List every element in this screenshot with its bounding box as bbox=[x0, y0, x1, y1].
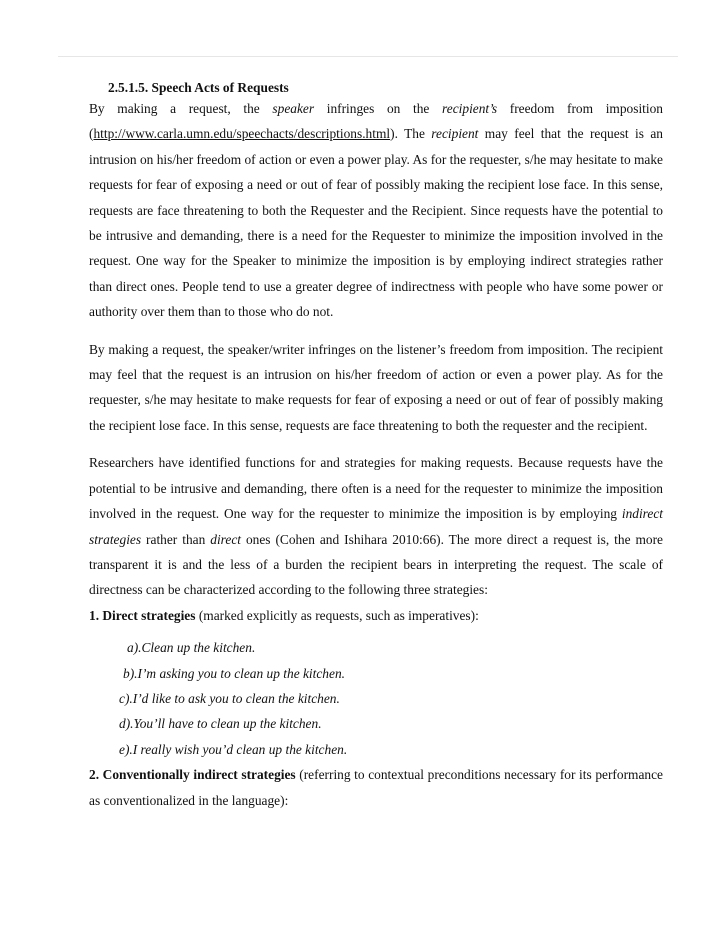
p3-italic-indirect: indirect strategies bbox=[89, 506, 663, 547]
paragraph-gap bbox=[89, 325, 663, 337]
list-item-title: 1. Direct strategies bbox=[89, 607, 196, 623]
p1-text-2: infringes on the bbox=[314, 101, 443, 116]
list-item-direct-strategies bbox=[89, 603, 663, 628]
section-heading: 2.5.1.5. Speech Acts of Requests bbox=[108, 80, 289, 95]
p1-text-5: may feel that the request is an intrusion on his/her freedom of action or even a power play. As for the requester, s/he may hesitate to make requests for fear of exposing a need or out of fear of possibly making the recipient lose face. In this sense, requests are face threatening to both the Requester and the Recipient. Since requests have the potential to be intrusive and demanding, there is a need for the Requester to minimize the imposition involved in the request. One way for the Speaker to minimize the imposition is by employing indirect strategies rather than direct ones. People tend to use a greater degree of indirectness with people who have some power or authority over them than to those who do not. bbox=[89, 126, 663, 320]
p1-text-4: ). The bbox=[390, 126, 432, 142]
example-c: c).I’d like to ask you to clean the kitchen. bbox=[119, 690, 340, 706]
p1-url-link[interactable]: http://www.carla.umn.edu/speechacts/descriptions.html bbox=[93, 126, 391, 142]
paragraph-2: By making a request, the speaker/writer infringes on the listener’s freedom from imposition. The recipient may feel that the request is an intrusion on his/her freedom of action or even a power play. As for the requester, s/he may hesitate to make requests for fear of exposing a need or out of fear of possibly making the recipient lose face. In this sense, requests are face threatening to both the requester and the recipient. bbox=[89, 341, 663, 433]
p3-text-3: ones (Cohen and Ishihara 2010:66). The more direct a request is, the more transparent it is and the less of a burden the recipient bears in interpreting the request. The scale of directness can be characterized according to the following three strategies: bbox=[89, 531, 663, 598]
page-top-rule bbox=[58, 56, 678, 57]
p1-italic-recipients: recipient’s bbox=[442, 101, 498, 116]
p1-text-1: By making a request, the bbox=[89, 101, 273, 116]
paragraph-1 bbox=[89, 96, 663, 325]
list-item-description: (referring to contextual preconditions necessary for its performance as conventionalized in the language): bbox=[89, 767, 663, 808]
p3-text-1: Researchers have identified functions for and strategies for making requests. Because requests have the potential to be intrusive and demanding, there often is a need for the requester to minimize the imposition involved in the request. One way for the requester to minimize the imposition is by employing bbox=[89, 455, 663, 522]
paragraph-3 bbox=[89, 450, 663, 602]
list-item-conventionally-indirect-strategies bbox=[89, 762, 663, 813]
example-a: a).Clean up the kitchen. bbox=[127, 640, 256, 656]
p1-text-3: freedom from imposition ( bbox=[89, 101, 663, 142]
paragraph-gap bbox=[89, 438, 663, 450]
example-d: d).You’ll have to clean up the kitchen. bbox=[119, 716, 322, 732]
p1-italic-recipient: recipient bbox=[431, 126, 479, 142]
example-gap bbox=[89, 628, 663, 635]
list-item-title: 2. Conventionally indirect strategies bbox=[89, 767, 296, 783]
p1-italic-speaker: speaker bbox=[272, 101, 315, 116]
document-body bbox=[89, 75, 663, 813]
p3-text-2: rather than bbox=[141, 531, 211, 547]
example-b: b).I’m asking you to clean up the kitchen. bbox=[123, 665, 345, 681]
example-e: e).I really wish you’d clean up the kitchen. bbox=[119, 741, 348, 757]
list-item-description: (marked explicitly as requests, such as imperatives): bbox=[195, 607, 479, 623]
p3-italic-direct: direct bbox=[210, 531, 241, 547]
